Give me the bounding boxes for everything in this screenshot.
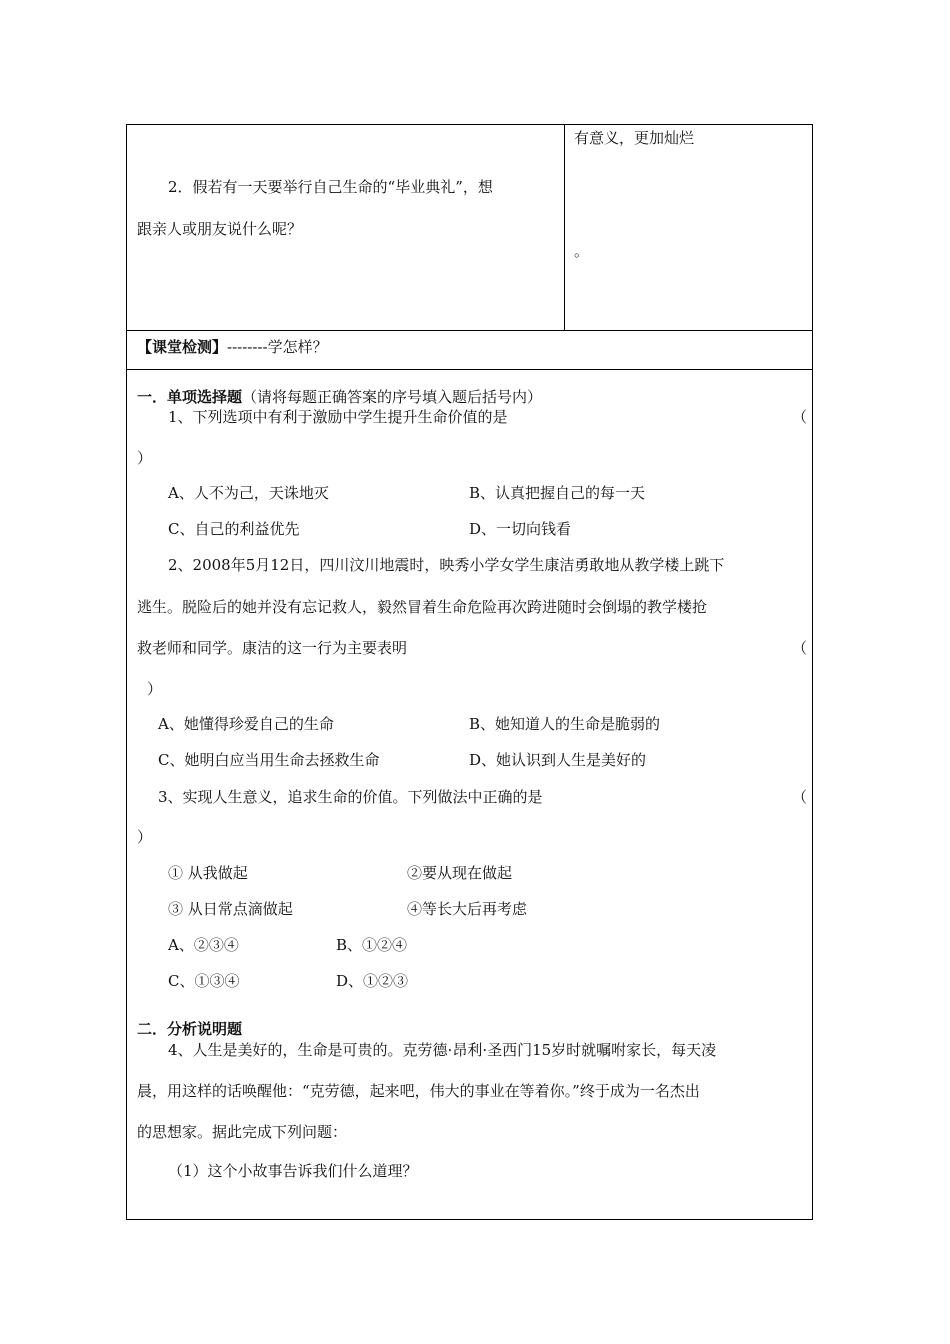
q2-open-paren: （ [792,639,808,657]
q3-option-c: C、①③④ [168,972,240,990]
q4-line-3: 的思想家。据此完成下列问题： [137,1123,348,1141]
q3-item-4: ④等长大后再考虑 [407,900,528,918]
q1-close-paren: ） [137,449,153,467]
table-border-bottom [126,1219,813,1220]
q2-option-a: A、她懂得珍爱自己的生命 [158,715,334,733]
question-2-line-2: 跟亲人或朋友说什么呢？ [137,220,303,238]
section-1-heading [137,388,542,406]
classroom-check-heading [137,338,328,356]
q2-option-d: D、她认识到人生是美好的 [469,751,647,769]
section-1-note: （请将每题正确答案的序号填入题后括号内） [242,388,543,406]
q3-close-paren: ） [137,828,153,846]
classroom-check-suffix: --------学怎样？ [227,338,328,356]
q3-option-a: A、②③④ [168,936,239,954]
q2-line-3: 救老师和同学。康洁的这一行为主要表明 [137,639,408,657]
column-divider [564,124,565,330]
q2-line-1: 2、2008年5月12日，四川汶川地震时，映秀小学女学生康洁勇敢地从教学楼上跳下 [168,556,725,574]
table-border-left [126,124,127,1220]
q1-option-c: C、自己的利益优先 [168,520,300,538]
right-cell-line-2: 。 [574,242,590,260]
q4-sub-question-1: （1）这个小故事告诉我们什么道理？ [168,1162,418,1180]
q2-close-paren: ） [147,680,163,698]
section-2-heading: 二．分析说明题 [137,1020,243,1038]
q2-option-c: C、她明白应当用生命去拯救生命 [158,751,380,769]
q1-option-d: D、一切向钱看 [469,520,572,538]
q3-item-2: ②要从现在做起 [407,864,513,882]
q3-item-1: ① 从我做起 [168,864,248,882]
table-border-right [812,124,813,1220]
q3-open-paren: （ [792,788,808,806]
q2-line-2: 逃生。脱险后的她并没有忘记救人，毅然冒着生命危险再次跨进随时会倒塌的教学楼抢 [137,598,708,616]
q2-option-b: B、她知道人的生命是脆弱的 [469,715,661,733]
q1-option-b: B、认真把握自己的每一天 [469,484,646,502]
q1-stem: 1、下列选项中有利于激励中学生提升生命价值的是 [168,408,508,426]
q3-stem: 3、实现人生意义，追求生命的价值。下列做法中正确的是 [158,788,543,806]
table-border-top [126,124,813,125]
q3-option-b: B、①②④ [336,936,408,954]
section-1-title: 一．单项选择题 [137,388,243,406]
row-divider-2 [126,369,813,370]
q1-open-paren: （ [792,408,808,426]
right-cell-line-1: 有意义，更加灿烂 [574,129,695,147]
q3-item-3: ③ 从日常点滴做起 [168,900,293,918]
q4-line-2: 晨，用这样的话唤醒他：“克劳德，起来吧，伟大的事业在等着你。”终于成为一名杰出 [137,1082,700,1100]
classroom-check-label: 【课堂检测】 [137,338,228,356]
q1-option-a: A、人不为己，天诛地灭 [168,484,329,502]
q4-line-1: 4、人生是美好的，生命是可贵的。克劳德·昂利·圣西门15岁时就嘱咐家长，每天凌 [168,1041,717,1059]
q3-option-d: D、①②③ [336,972,409,990]
row-divider-1 [126,330,813,331]
question-2-line-1: 2．假若有一天要举行自己生命的“毕业典礼”，想 [168,178,493,196]
